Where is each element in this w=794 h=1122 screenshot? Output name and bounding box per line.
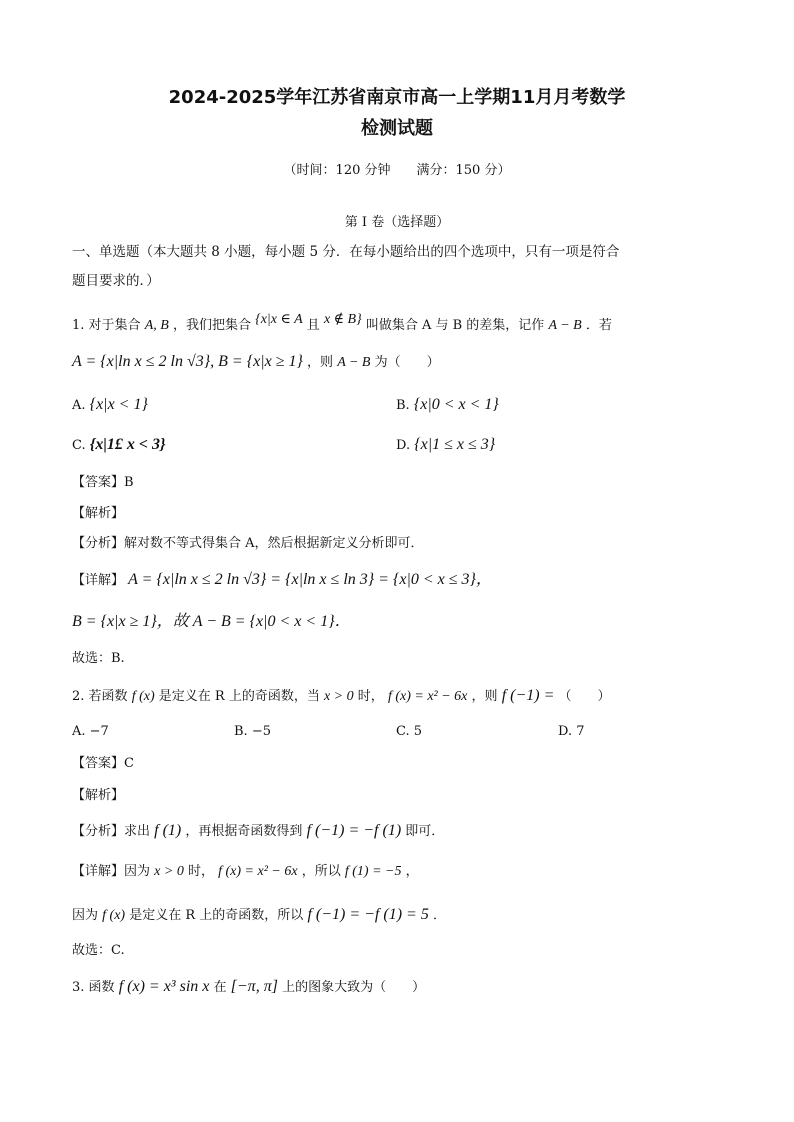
q2-analysis: 【分析】求出 f (1) ，再根据奇函数得到 f (−1) = −f (1) 即可． <box>72 822 445 839</box>
doc-title-line2: 检测试题 <box>361 118 433 139</box>
q2-option-b[interactable]: B. −5 <box>234 724 271 739</box>
q2-option-c[interactable]: C. 5 <box>396 724 423 739</box>
q1-detail-line2: B = {x|x ≥ 1}，故 A − B = {x|0 < x < 1}． <box>72 613 351 630</box>
time-info: （时间：120 分钟 满分：150 分） <box>283 163 511 178</box>
q1-analysis-head: 【解析】 <box>72 506 125 521</box>
q1-answer: 【答案】B <box>72 475 134 490</box>
q2-option-d[interactable]: D. 7 <box>558 724 585 739</box>
q1-stem-line2: A = {x|ln x ≤ 2 ln √3}, B = {x|x ≥ 1} ，则 A − B 为（ ） <box>72 353 440 370</box>
q1-choice: 故选：B. <box>72 651 125 666</box>
doc-title-line1: 2024-2025学年江苏省南京市高一上学期11月月考数学 <box>168 87 626 108</box>
q2-analysis-head: 【解析】 <box>72 788 125 803</box>
q1-option-d[interactable]: D. {x|1 ≤ x ≤ 3} <box>396 436 496 453</box>
q1-option-b[interactable]: B. {x|0 < x < 1} <box>396 396 499 413</box>
section-header-line1: 一、单选题（本大题共 8 小题，每小题 5 分．在每小题给出的四个选项中，只有一项是符合 <box>72 244 620 260</box>
q1-analysis: 【分析】解对数不等式得集合 A，然后根据新定义分析即可． <box>72 536 424 551</box>
section-header-line2: 题目要求的．） <box>72 273 160 289</box>
q2-stem: 2. 若函数 f (x) 是定义在 R 上的奇函数，当 x > 0 时， f (x) = x² − 6x ，则 f (−1) = （ ） <box>72 687 611 704</box>
q1-stem-line1: 1. 对于集合 A, B ，我们把集合 {x|x ∈ A 且 x ∉ B} 叫做集合 A 与 B 的差集，记作 A − B ．若 <box>72 312 612 333</box>
q1-option-c[interactable]: C. {x|1£ x < 3} <box>72 436 166 453</box>
q2-option-a[interactable]: A. −7 <box>72 724 109 739</box>
q2-choice: 故选：C. <box>72 943 125 958</box>
q2-detail-line1: 【详解】因为 x > 0 时， f (x) = x² − 6x ，所以 f (1) = −5 ， <box>72 864 419 879</box>
q3-stem: 3. 函数 f (x) = x³ sin x 在 [−π, π] 上的图象大致为（ ） <box>72 978 426 995</box>
q1-option-a[interactable]: A. {x|x < 1} <box>72 396 148 413</box>
q2-answer: 【答案】C <box>72 756 134 771</box>
q2-detail-line2: 因为 f (x) 是定义在 R 上的奇函数，所以 f (−1) = −f (1) = 5 ． <box>72 906 446 923</box>
q1-detail-line1: 【详解】 A = {x|ln x ≤ 2 ln √3} = {x|ln x ≤ ln 3} = {x|0 < x ≤ 3}， <box>72 571 492 588</box>
part-title: 第 I 卷（选择题） <box>344 215 450 230</box>
